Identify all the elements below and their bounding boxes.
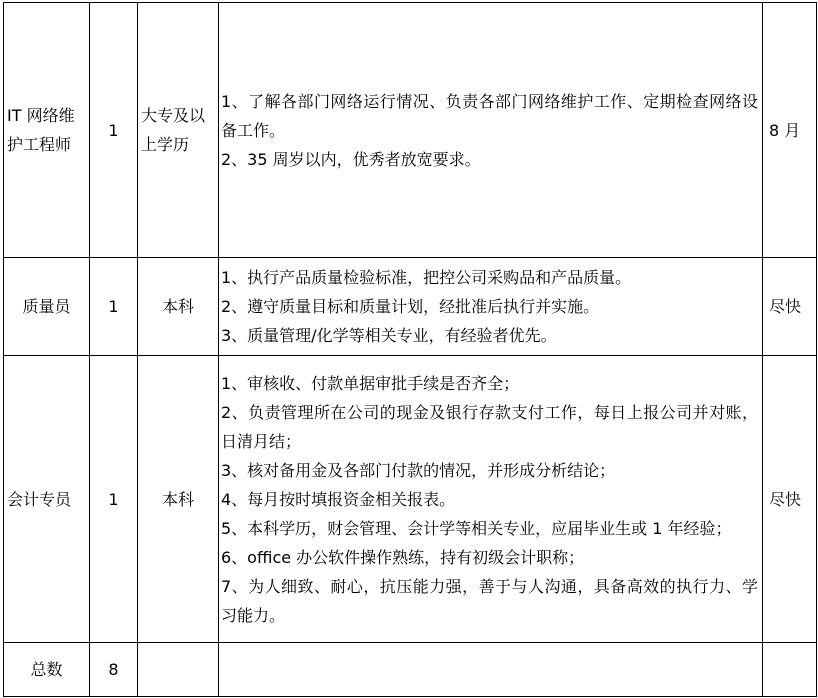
- total-label: 总数: [4, 643, 90, 697]
- requirement-item: 2、35 周岁以内，优秀者放宽要求。: [221, 149, 481, 169]
- requirements-cell: [219, 258, 763, 356]
- count-cell: 1: [90, 3, 138, 258]
- table-row: [4, 3, 817, 258]
- requirement-item: 4、每月按时填报资金相关报表。: [221, 489, 456, 509]
- table-row: [4, 356, 817, 643]
- position-cell: 质量员: [4, 258, 90, 356]
- total-row: [4, 643, 817, 697]
- empty-cell: [763, 643, 817, 697]
- position-cell: IT 网络维护工程师: [4, 3, 90, 258]
- requirement-item: 7、为人细致、耐心，抗压能力强，善于与人沟通，具备高效的执行力、学习能力。: [221, 576, 758, 625]
- job-table: [3, 2, 817, 697]
- time-cell: 8 月: [763, 3, 817, 258]
- empty-cell: [219, 643, 763, 697]
- requirement-item: 3、核对备用金及各部门付款的情况，并形成分析结论；: [221, 460, 616, 480]
- total-count: 8: [90, 643, 138, 697]
- count-cell: 1: [90, 258, 138, 356]
- requirements-cell: [219, 3, 763, 258]
- requirements-cell: [219, 356, 763, 643]
- requirement-item: 6、office 办公软件操作熟练，持有初级会计职称；: [221, 547, 585, 567]
- count-cell: 1: [90, 356, 138, 643]
- position-cell: 会计专员: [4, 356, 90, 643]
- education-cell: 本科: [138, 258, 219, 356]
- requirement-item: 1、执行产品质量检验标准，把控公司采购品和产品质量。: [221, 268, 632, 287]
- education-cell: 本科: [138, 356, 219, 643]
- time-cell: 尽快: [763, 258, 817, 356]
- table-row: [4, 258, 817, 356]
- requirement-item: 2、负责管理所在公司的现金及银行存款支付工作，每日上报公司并对账，日清月结；: [221, 402, 758, 451]
- requirement-item: 1、了解各部门网络运行情况、负责各部门网络维护工作、定期检查网络设备工作。: [221, 91, 758, 140]
- requirement-item: 1、审核收、付款单据审批手续是否齐全；: [221, 373, 520, 393]
- requirement-item: 3、质量管理/化学等相关专业，有经验者优先。: [221, 326, 557, 345]
- education-cell: 大专及以上学历: [138, 3, 219, 258]
- empty-cell: [138, 643, 219, 697]
- time-cell: 尽快: [763, 356, 817, 643]
- requirement-item: 5、本科学历，财会管理、会计学等相关专业，应届毕业生或 1 年经验；: [221, 518, 732, 538]
- requirement-item: 2、遵守质量目标和质量计划，经批准后执行并实施。: [221, 297, 600, 316]
